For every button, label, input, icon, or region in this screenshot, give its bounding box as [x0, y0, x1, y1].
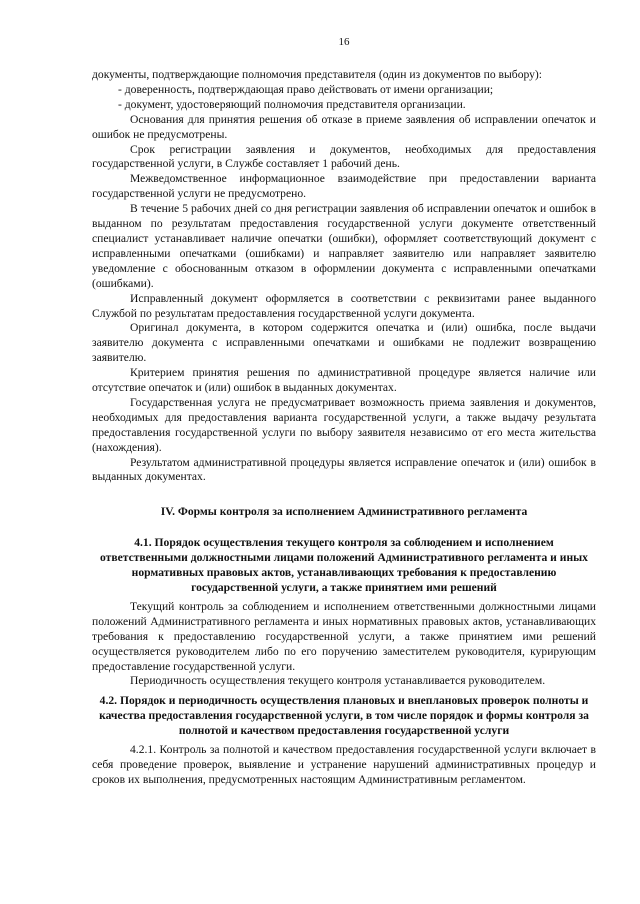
paragraph: Критерием принятия решения по административной процедуре является наличие или отсутствие опечаток и (или) ошибок в выданных документах. [92, 366, 596, 395]
paragraph: Оригинал документа, в котором содержится опечатка и (или) ошибка, после выдачи заявителю документа с исправленными опечатками и ошибками не подлежит возвращению заявителю. [92, 321, 596, 365]
paragraph: Срок регистрации заявления и документов, необходимых для предоставления государственной услуги, в Службе составляет 1 рабочий день. [92, 142, 596, 171]
body-text-4-2 [92, 743, 596, 788]
paragraph: Исправленный документ оформляется в соответствии с реквизитами ранее выданного Службой по результатам предоставления государственной услуги документа. [92, 291, 596, 320]
subsection-4-1-heading: 4.1. Порядок осуществления текущего контроля за соблюдением и исполнением ответственными должностными лицами положений Административного регламента и иных нормативных правовых актов, устанавливающих требования к предоставлению государственной услуги, а также принятием ими решений [100, 536, 588, 594]
paragraph: - доверенность, подтверждающая право действовать от имени организации; [118, 82, 494, 96]
page-number: 16 [338, 36, 350, 48]
paragraph: документы, подтверждающие полномочия представителя (один из документов по выбору): [92, 68, 543, 81]
body-text-top [92, 68, 596, 485]
subsection-4-2-heading: 4.2. Порядок и периодичность осуществления плановых и внеплановых проверок полноты и качества предоставления государственной услуги, в том числе порядок и формы контроля за полнотой и качеством предоставления государственной услуги [99, 694, 589, 738]
paragraph: Государственная услуга не предусматривает возможность приема заявления и документов, необходимых для предоставления варианта государственной услуги, а также выдачу результата предоставления государственной услуги по выбору заявителя независимо от его места жительства (нахождения). [92, 395, 596, 454]
paragraph: 4.2.1. Контроль за полнотой и качеством предоставления государственной услуги включает в себя проведение проверок, выявление и устранение нарушений административных процедур и сроков их выполнения, предусмотренных настоящим Административным регламентом. [92, 743, 596, 786]
paragraph: - документ, удостоверяющий полномочия представителя организации. [118, 97, 466, 111]
paragraph: Основания для принятия решения об отказе в приеме заявления об исправлении опечаток и ошибок не предусмотрены. [92, 112, 596, 141]
section-iv-heading: IV. Формы контроля за исполнением Административного регламента [160, 505, 528, 519]
paragraph: Текущий контроль за соблюдением и исполнением ответственными должностными лицами положений Административного регламента и иных нормативных правовых актов, устанавливающих требования к предоставлению государственной услуги, а также принятием ими решений осуществляется руководителем либо по его поручению заместителем руководителя, курирующим предоставление государственной услуги. [92, 599, 596, 673]
paragraph: Межведомственное информационное взаимодействие при предоставлении варианта государственной услуги не предусмотрено. [92, 172, 596, 201]
paragraph: Периодичность осуществления текущего контроля устанавливается руководителем. [130, 674, 546, 688]
body-text-4-1 [92, 600, 596, 689]
paragraph: В течение 5 рабочих дней со дня регистрации заявления об исправлении опечаток и ошибок в выданном по результатам предоставления государственной услуги документе ответственный специалист устанавливает наличие опечатки (ошибки), оформляет соответствующий документ с исправленными опечатками (ошибками) и направляет заявителю или направляет заявителю уведомление с обоснованным отказом в оформлении документа с исправленными опечатками (ошибками). [92, 202, 596, 290]
paragraph: Результатом административной процедуры является исправление опечаток и (или) ошибок в выданных документах. [92, 455, 596, 484]
